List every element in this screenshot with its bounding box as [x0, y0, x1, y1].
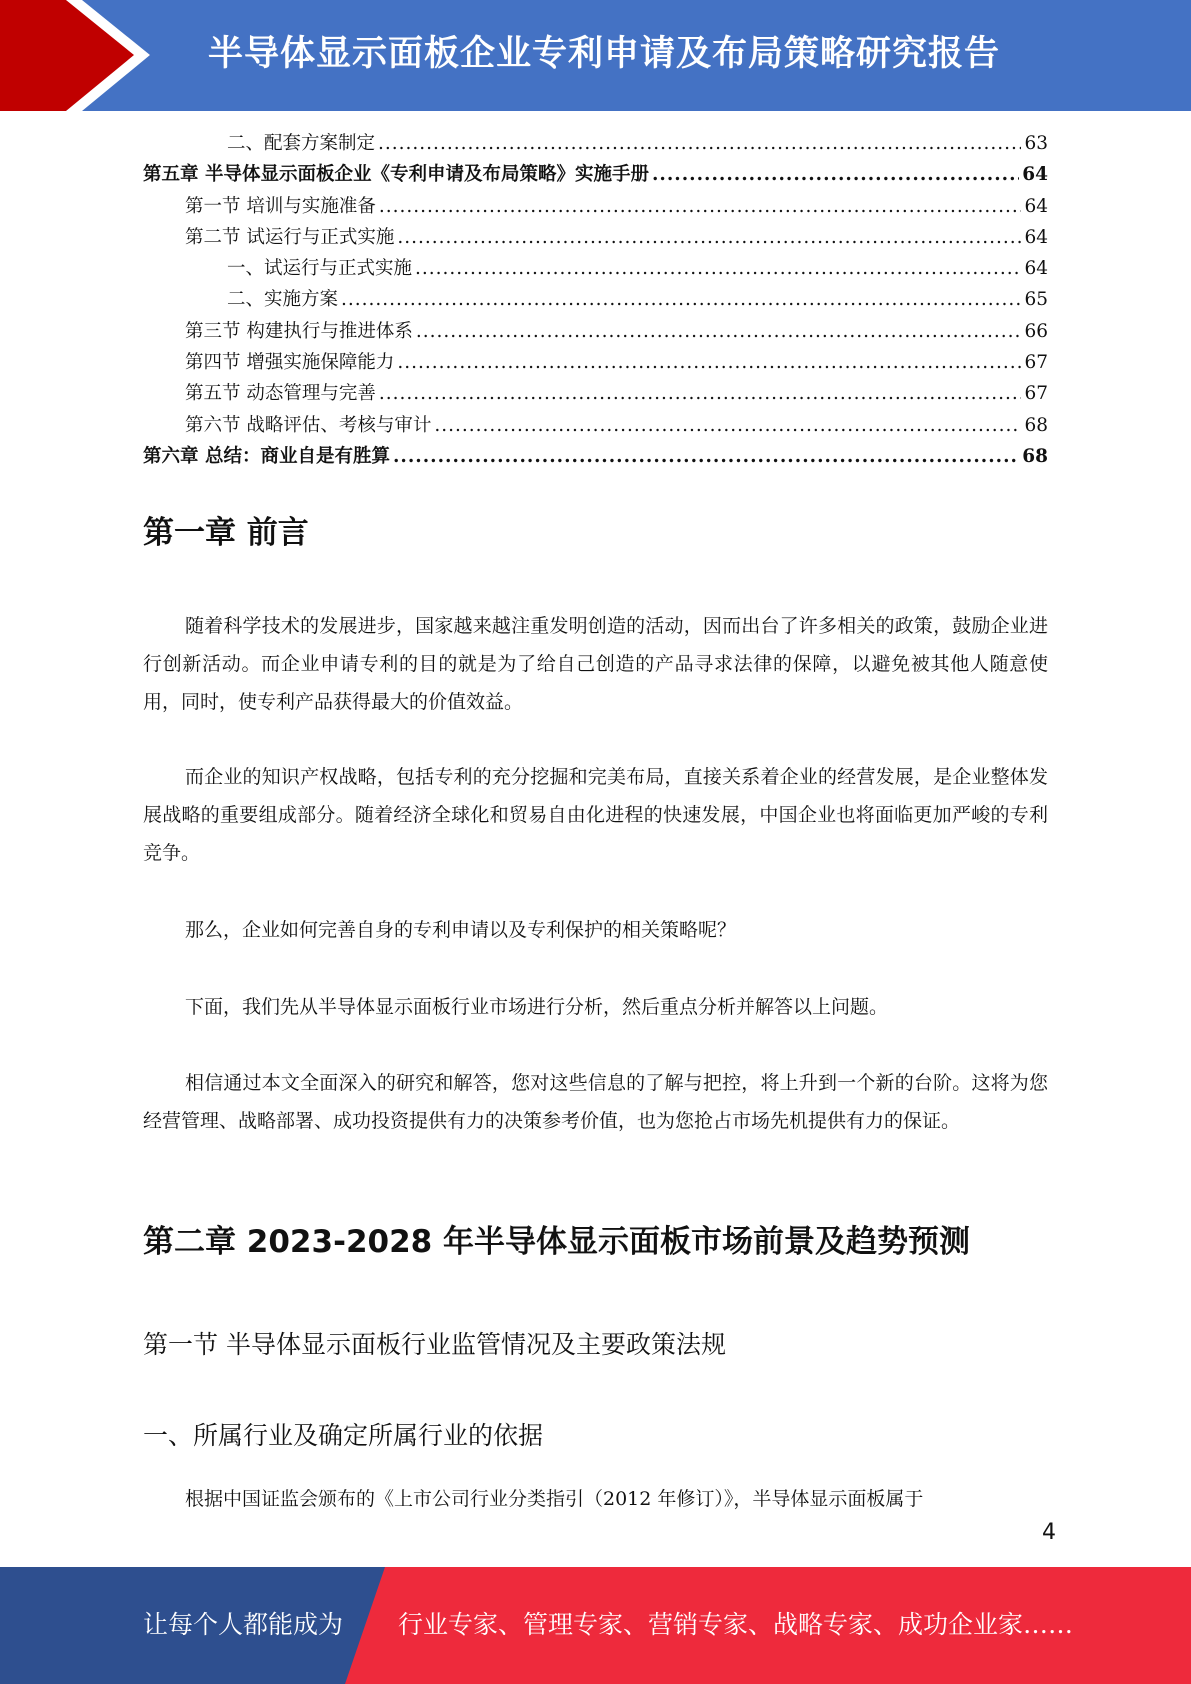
chapter-2-heading: 第二章 2023-2028 年半导体显示面板市场前景及趋势预测 — [143, 1224, 971, 1260]
header-red-arrow — [0, 0, 150, 111]
toc-leader-dots — [416, 316, 1022, 347]
toc-entry-label: 第一节 培训与实施准备 — [185, 195, 376, 217]
toc-entry-page: 67 — [1024, 352, 1048, 374]
toc-entry-page: 64 — [1024, 258, 1048, 280]
toc-leader-dots — [341, 284, 1021, 315]
report-title: 半导体显示面板企业专利申请及布局策略研究报告 — [208, 34, 1001, 74]
toc-leader-dots — [393, 441, 1019, 472]
toc-entry-page: 66 — [1024, 320, 1048, 342]
toc-entry-label: 第二节 试运行与正式实施 — [185, 226, 395, 248]
toc-entry[interactable] — [143, 316, 1048, 347]
toc-entry-page: 67 — [1024, 383, 1048, 405]
toc-leader-dots — [434, 410, 1021, 441]
toc-entry[interactable] — [143, 159, 1048, 190]
toc-leader-dots — [415, 253, 1021, 284]
toc-entry[interactable] — [143, 222, 1048, 253]
toc-entry-page: 64 — [1022, 164, 1048, 186]
section-1-heading: 第一节 半导体显示面板行业监管情况及主要政策法规 — [143, 1330, 726, 1359]
chapter-2-paragraph: 根据中国证监会颁布的《上市公司行业分类指引（2012 年修订）》，半导体显示面板属于 — [185, 1488, 924, 1510]
page-number: 4 — [1042, 1520, 1056, 1545]
toc-entry-label: 第三节 构建执行与推进体系 — [185, 320, 413, 342]
toc-leader-dots — [397, 222, 1021, 253]
toc-entry[interactable] — [143, 253, 1048, 284]
toc-leader-dots — [397, 347, 1021, 378]
toc-entry-page: 68 — [1024, 414, 1048, 436]
toc-leader-dots — [379, 191, 1022, 222]
toc-entry-label: 二、配套方案制定 — [227, 133, 376, 154]
chapter-1-paragraph-5: 相信通过本文全面深入的研究和解答，您对这些信息的了解与把控，将上升到一个新的台阶。这将为您经营管理、战略部署、成功投资提供有力的决策参考价值，也为您抢占市场先机提供有力的保证。 — [143, 1072, 1048, 1132]
toc-leader-dots — [378, 128, 1021, 159]
toc-entry-page: 64 — [1024, 195, 1048, 217]
chapter-1-paragraph-3: 那么，企业如何完善自身的专利申请以及专利保护的相关策略呢？ — [185, 919, 737, 941]
toc-entry-page: 63 — [1024, 133, 1048, 154]
toc-entry-label: 第五章 半导体显示面板企业《专利申请及布局策略》实施手册 — [143, 164, 649, 186]
footer-slogan-left: 让每个人都能成为 — [143, 1610, 344, 1639]
toc-entry-label: 第五节 动态管理与完善 — [185, 383, 376, 405]
chapter-1-paragraph-4: 下面，我们先从半导体显示面板行业市场进行分析，然后重点分析并解答以上问题。 — [185, 996, 889, 1018]
table-of-contents — [143, 128, 1048, 472]
toc-entry-label: 第六章 总结：商业自是有胜算 — [143, 445, 390, 467]
footer-slogan-right: 行业专家、管理专家、营销专家、战略专家、成功企业家…… — [398, 1610, 1074, 1639]
chapter-1-paragraph-2: 而企业的知识产权战略，包括专利的充分挖掘和完美布局，直接关系着企业的经营发展，是企业整体发展战略的重要组成部分。随着经济全球化和贸易自由化进程的快速发展，中国企业也将面临更加严峻的专利竞争。 — [143, 766, 1048, 864]
chapter-1-heading: 第一章 前言 — [143, 515, 309, 551]
footer-banner — [0, 1567, 1191, 1684]
header-banner — [0, 0, 1191, 111]
toc-entry[interactable] — [143, 128, 1048, 159]
chapter-1-paragraph-1: 随着科学技术的发展进步，国家越来越注重发明创造的活动，因而出台了许多相关的政策，鼓励企业进行创新活动。而企业申请专利的目的就是为了给自己创造的产品寻求法律的保障，以避免被其他人随意使用，同时，使专利产品获得最大的价值效益。 — [143, 615, 1048, 713]
subsection-1-heading: 一、所属行业及确定所属行业的依据 — [143, 1421, 544, 1450]
toc-entry-page: 68 — [1022, 445, 1048, 467]
toc-entry[interactable] — [143, 284, 1048, 315]
toc-entry-label: 一、试运行与正式实施 — [227, 258, 413, 280]
toc-entry[interactable] — [143, 410, 1048, 441]
toc-entry-page: 65 — [1024, 289, 1048, 311]
toc-entry[interactable] — [143, 347, 1048, 378]
toc-entry[interactable] — [143, 378, 1048, 409]
toc-entry[interactable] — [143, 191, 1048, 222]
toc-leader-dots — [379, 378, 1022, 409]
toc-leader-dots — [652, 159, 1019, 190]
toc-entry-page: 64 — [1024, 226, 1048, 248]
toc-entry-label: 二、实施方案 — [227, 289, 339, 311]
toc-entry[interactable] — [143, 441, 1048, 472]
toc-entry-label: 第六节 战略评估、考核与审计 — [185, 414, 432, 436]
toc-entry-label: 第四节 增强实施保障能力 — [185, 352, 395, 374]
